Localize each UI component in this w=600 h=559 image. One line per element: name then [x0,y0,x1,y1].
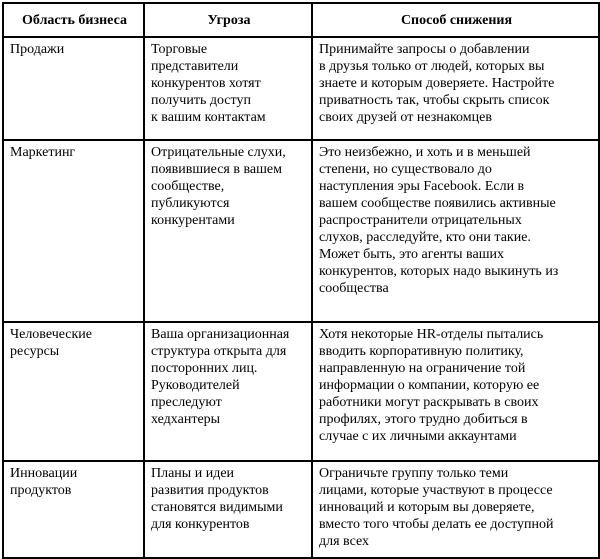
header-threat: Угроза [144,3,312,37]
header-mitigation: Способ снижения [312,3,599,37]
table-body [3,37,599,558]
cell-mitigation: Ограничьте группу только теми лицами, которые участвуют в процессе инноваций и которым вы доверяете, вместо того чтобы делать ее доступной для всех [312,461,599,558]
cell-threat: Планы и идеи развития продуктов становятся видимыми для конкурентов [144,461,312,558]
risk-mitigation-table [2,2,600,559]
table-header [3,3,599,37]
cell-business-area: Маркетинг [3,140,144,322]
cell-mitigation: Это неизбежно, и хоть и в меньшей степени, но существовало до наступления эры Facebook. Если в вашем сообществе появились активные распространители отрицательных слухов, расследуйте, кто они такие. Может быть, это агенты ваших конкурентов, которых надо выкинуть из сообщества [312,140,599,322]
table-row [3,140,599,322]
header-business-area: Область бизнеса [3,3,144,37]
cell-mitigation: Принимайте запросы о добавлении в друзья только от людей, которых вы знаете и которым доверяете. Настройте приватность так, чтобы скрыть список своих друзей от незнакомцев [312,37,599,140]
cell-mitigation: Хотя некоторые HR-отделы пытались вводить корпоративную политику, направленную на ограничение той информации о компании, которую ее работники могут раскрывать в своих профилях, этого трудно добиться в случае с их личными аккаунтами [312,322,599,461]
cell-business-area: Инновации продуктов [3,461,144,558]
table-row [3,461,599,558]
cell-business-area: Человеческие ресурсы [3,322,144,461]
table-row [3,37,599,140]
cell-business-area: Продажи [3,37,144,140]
cell-threat: Отрицательные слухи, появившиеся в вашем сообществе, публикуются конкурентами [144,140,312,322]
cell-threat: Торговые представители конкурентов хотят получить доступ к вашим контактам [144,37,312,140]
table-row [3,322,599,461]
header-row [3,3,599,37]
cell-threat: Ваша организационная структура открыта для посторонних лиц. Руководителей преследуют хедхантеры [144,322,312,461]
